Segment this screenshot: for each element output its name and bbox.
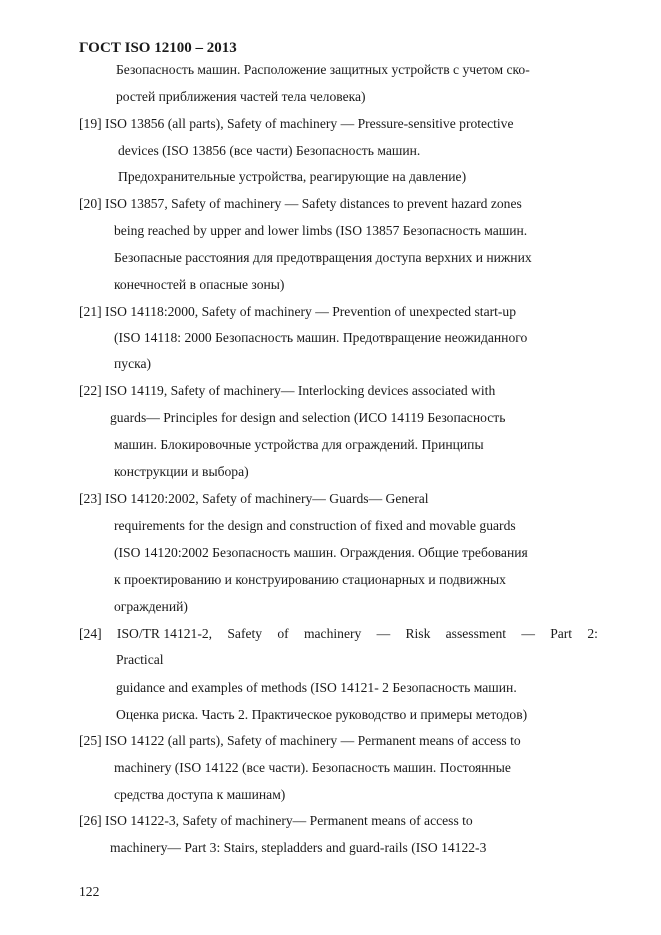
text-line: пуска) [114,356,152,371]
ref24-word: machinery [303,626,362,641]
text-line: Безопасные расстояния для предотвращения доступа верхних и нижних [114,250,532,265]
ref24-word: Part [550,626,573,641]
reference-20: [20] ISO 13857, Safety of machinery — Safety distances to prevent hazard zones [79,196,522,211]
ref24-word: 2: [587,626,598,641]
document-header: ГОСТ ISO 12100 – 2013 [79,40,237,56]
reference-25: [25] ISO 14122 (all parts), Safety of machinery — Permanent means of access to [79,733,521,748]
reference-24 [79,627,598,641]
text-line: средства доступа к машинам) [114,787,286,802]
text-line: ростей приближения частей тела человека) [116,89,366,104]
text-line: ограждений) [114,599,188,614]
ref24-word: [24] [79,626,102,641]
text-line: Предохранительные устройства, реагирующие на давление) [118,169,467,184]
text-line: machinery— Part 3: Stairs, stepladders and guard-rails (ISO 14122-3 [110,840,487,855]
text-line: devices (ISO 13856 (все части) Безопасность машин. [118,143,421,158]
text-line: конструкции и выбора) [114,464,249,479]
text-line: guards— Principles for design and selection (ИСО 14119 Безопасность [110,410,506,425]
text-line: machinery (ISO 14122 (все части). Безопасность машин. Постоянные [114,760,511,775]
ref24-word: of [277,626,289,641]
reference-23: [23] ISO 14120:2002, Safety of machinery— Guards— General [79,491,429,506]
ref24-word: ISO/TR 14121-2, [116,626,213,641]
text-line: Practical [116,652,164,667]
ref24-word: Safety [227,626,263,641]
page-number: 122 [79,884,100,899]
text-line: конечностей в опасные зоны) [114,277,285,292]
reference-19: [19] ISO 13856 (all parts), Safety of machinery — Pressure-sensitive protective [79,116,514,131]
ref24-word: assessment [445,626,507,641]
text-line: requirements for the design and construction of fixed and movable guards [114,518,516,533]
reference-26: [26] ISO 14122-3, Safety of machinery— Permanent means of access to [79,813,473,828]
reference-22: [22] ISO 14119, Safety of machinery— Interlocking devices associated with [79,383,496,398]
reference-21: [21] ISO 14118:2000, Safety of machinery — Prevention of unexpected start-up [79,304,517,319]
text-line: машин. Блокировочные устройства для ограждений. Принципы [114,437,484,452]
text-line: (ISO 14120:2002 Безопасность машин. Ограждения. Общие требования [114,545,528,560]
ref24-word: Risk [405,626,431,641]
text-line: (ISO 14118: 2000 Безопасность машин. Предотвращение неожиданного [114,330,528,345]
text-line: guidance and examples of methods (ISO 14121- 2 Безопасность машин. [116,680,517,695]
ref24-word: — [521,626,535,641]
ref24-word: — [376,626,391,641]
text-line: Безопасность машин. Расположение защитных устройств с учетом ско- [116,62,530,77]
text-line: Оценка риска. Часть 2. Практическое руководство и примеры методов) [116,707,528,722]
text-line: к проектированию и конструированию стационарных и подвижных [114,572,506,587]
text-line: being reached by upper and lower limbs (ISO 13857 Безопасность машин. [114,223,528,238]
